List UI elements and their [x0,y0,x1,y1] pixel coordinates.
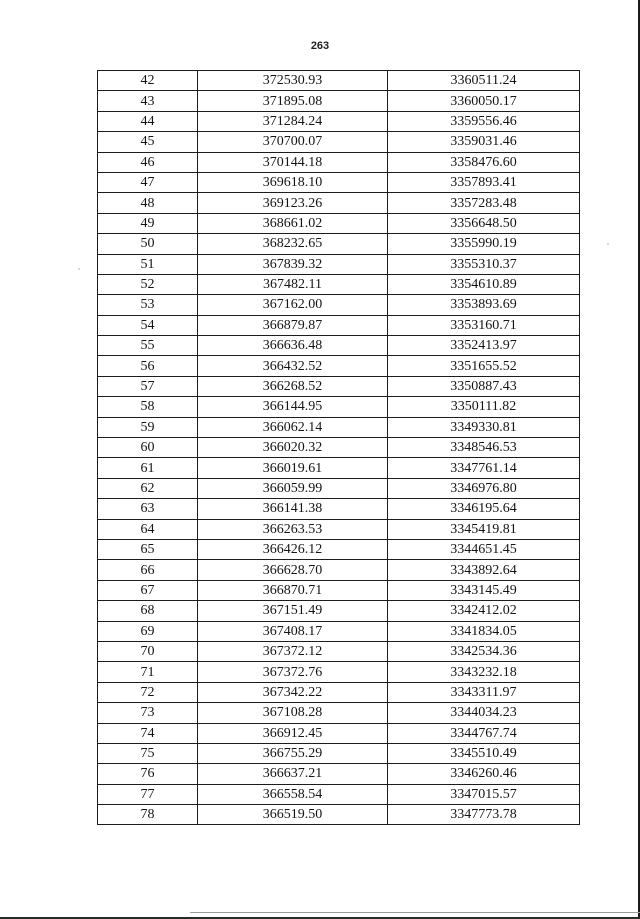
x-coordinate-cell: 366141.38 [198,499,388,519]
point-number-cell: 72 [98,682,198,702]
scan-edge-line [190,912,640,913]
x-coordinate-cell: 366870.71 [198,580,388,600]
x-coordinate-cell: 366636.48 [198,336,388,356]
point-number-cell: 43 [98,91,198,111]
point-number-cell: 58 [98,397,198,417]
point-number-cell: 74 [98,723,198,743]
table-row [98,601,580,621]
x-coordinate-cell: 368232.65 [198,234,388,254]
y-coordinate-cell: 3355310.37 [388,254,580,274]
point-number-cell: 47 [98,172,198,192]
x-coordinate-cell: 366558.54 [198,784,388,804]
x-coordinate-cell: 372530.93 [198,71,388,91]
x-coordinate-cell: 367162.00 [198,295,388,315]
table-row [98,172,580,192]
x-coordinate-cell: 367372.76 [198,662,388,682]
x-coordinate-cell: 366879.87 [198,315,388,335]
y-coordinate-cell: 3359556.46 [388,111,580,131]
x-coordinate-cell: 367151.49 [198,601,388,621]
x-coordinate-cell: 371895.08 [198,91,388,111]
x-coordinate-cell: 369123.26 [198,193,388,213]
point-number-cell: 42 [98,71,198,91]
point-number-cell: 49 [98,213,198,233]
y-coordinate-cell: 3357283.48 [388,193,580,213]
y-coordinate-cell: 3342412.02 [388,601,580,621]
x-coordinate-cell: 366432.52 [198,356,388,376]
point-number-cell: 73 [98,703,198,723]
table-row [98,336,580,356]
point-number-cell: 61 [98,458,198,478]
table-row [98,478,580,498]
x-coordinate-cell: 366426.12 [198,539,388,559]
y-coordinate-cell: 3349330.81 [388,417,580,437]
table-row [98,438,580,458]
point-number-cell: 53 [98,295,198,315]
point-number-cell: 78 [98,805,198,825]
table-row [98,234,580,254]
y-coordinate-cell: 3355990.19 [388,234,580,254]
x-coordinate-cell: 366755.29 [198,743,388,763]
y-coordinate-cell: 3347761.14 [388,458,580,478]
y-coordinate-cell: 3347773.78 [388,805,580,825]
x-coordinate-cell: 367839.32 [198,254,388,274]
table-row [98,193,580,213]
y-coordinate-cell: 3343145.49 [388,580,580,600]
table-row [98,682,580,702]
y-coordinate-cell: 3344651.45 [388,539,580,559]
table-row [98,274,580,294]
point-number-cell: 67 [98,580,198,600]
table-row [98,764,580,784]
point-number-cell: 54 [98,315,198,335]
point-number-cell: 63 [98,499,198,519]
table-row [98,71,580,91]
y-coordinate-cell: 3348546.53 [388,438,580,458]
y-coordinate-cell: 3351655.52 [388,356,580,376]
table-row [98,397,580,417]
table-row [98,417,580,437]
y-coordinate-cell: 3360050.17 [388,91,580,111]
point-number-cell: 70 [98,641,198,661]
y-coordinate-cell: 3352413.97 [388,336,580,356]
table-row [98,315,580,335]
x-coordinate-cell: 366519.50 [198,805,388,825]
point-number-cell: 65 [98,539,198,559]
y-coordinate-cell: 3358476.60 [388,152,580,172]
table-row [98,560,580,580]
x-coordinate-cell: 366144.95 [198,397,388,417]
point-number-cell: 62 [98,478,198,498]
table-row [98,91,580,111]
y-coordinate-cell: 3353893.69 [388,295,580,315]
coordinate-table [97,70,580,825]
x-coordinate-cell: 368661.02 [198,213,388,233]
x-coordinate-cell: 366019.61 [198,458,388,478]
table-row [98,641,580,661]
y-coordinate-cell: 3359031.46 [388,132,580,152]
table-row [98,356,580,376]
table-row [98,295,580,315]
table-row [98,213,580,233]
y-coordinate-cell: 3360511.24 [388,71,580,91]
point-number-cell: 45 [98,132,198,152]
x-coordinate-cell: 367342.22 [198,682,388,702]
point-number-cell: 64 [98,519,198,539]
table-row [98,743,580,763]
table-row [98,662,580,682]
scan-speck [607,243,609,245]
y-coordinate-cell: 3346260.46 [388,764,580,784]
point-number-cell: 77 [98,784,198,804]
point-number-cell: 75 [98,743,198,763]
point-number-cell: 68 [98,601,198,621]
y-coordinate-cell: 3346195.64 [388,499,580,519]
x-coordinate-cell: 366628.70 [198,560,388,580]
x-coordinate-cell: 366912.45 [198,723,388,743]
x-coordinate-cell: 367372.12 [198,641,388,661]
x-coordinate-cell: 367482.11 [198,274,388,294]
x-coordinate-cell: 370700.07 [198,132,388,152]
table-row [98,723,580,743]
x-coordinate-cell: 366268.52 [198,376,388,396]
point-number-cell: 60 [98,438,198,458]
table-row [98,805,580,825]
x-coordinate-cell: 366637.21 [198,764,388,784]
table-row [98,621,580,641]
table-row [98,376,580,396]
point-number-cell: 76 [98,764,198,784]
point-number-cell: 44 [98,111,198,131]
table-row [98,111,580,131]
y-coordinate-cell: 3345419.81 [388,519,580,539]
y-coordinate-cell: 3347015.57 [388,784,580,804]
y-coordinate-cell: 3356648.50 [388,213,580,233]
x-coordinate-cell: 371284.24 [198,111,388,131]
x-coordinate-cell: 366263.53 [198,519,388,539]
y-coordinate-cell: 3345510.49 [388,743,580,763]
point-number-cell: 46 [98,152,198,172]
point-number-cell: 57 [98,376,198,396]
y-coordinate-cell: 3350887.43 [388,376,580,396]
table-row [98,784,580,804]
y-coordinate-cell: 3357893.41 [388,172,580,192]
point-number-cell: 59 [98,417,198,437]
table-row [98,499,580,519]
y-coordinate-cell: 3353160.71 [388,315,580,335]
y-coordinate-cell: 3341834.05 [388,621,580,641]
y-coordinate-cell: 3346976.80 [388,478,580,498]
scan-speck [78,268,80,270]
y-coordinate-cell: 3354610.89 [388,274,580,294]
point-number-cell: 66 [98,560,198,580]
point-number-cell: 48 [98,193,198,213]
page-number: 263 [310,40,330,52]
point-number-cell: 51 [98,254,198,274]
y-coordinate-cell: 3343892.64 [388,560,580,580]
y-coordinate-cell: 3342534.36 [388,641,580,661]
table-row [98,132,580,152]
point-number-cell: 52 [98,274,198,294]
coordinate-table-body [98,71,580,825]
x-coordinate-cell: 367408.17 [198,621,388,641]
x-coordinate-cell: 366059.99 [198,478,388,498]
x-coordinate-cell: 370144.18 [198,152,388,172]
y-coordinate-cell: 3344767.74 [388,723,580,743]
table-row [98,254,580,274]
point-number-cell: 71 [98,662,198,682]
x-coordinate-cell: 369618.10 [198,172,388,192]
table-row [98,580,580,600]
point-number-cell: 55 [98,336,198,356]
table-row [98,519,580,539]
x-coordinate-cell: 367108.28 [198,703,388,723]
point-number-cell: 69 [98,621,198,641]
x-coordinate-cell: 366020.32 [198,438,388,458]
x-coordinate-cell: 366062.14 [198,417,388,437]
table-row [98,152,580,172]
point-number-cell: 56 [98,356,198,376]
y-coordinate-cell: 3344034.23 [388,703,580,723]
table-row [98,703,580,723]
y-coordinate-cell: 3343232.18 [388,662,580,682]
table-row [98,458,580,478]
point-number-cell: 50 [98,234,198,254]
table-row [98,539,580,559]
y-coordinate-cell: 3350111.82 [388,397,580,417]
y-coordinate-cell: 3343311.97 [388,682,580,702]
